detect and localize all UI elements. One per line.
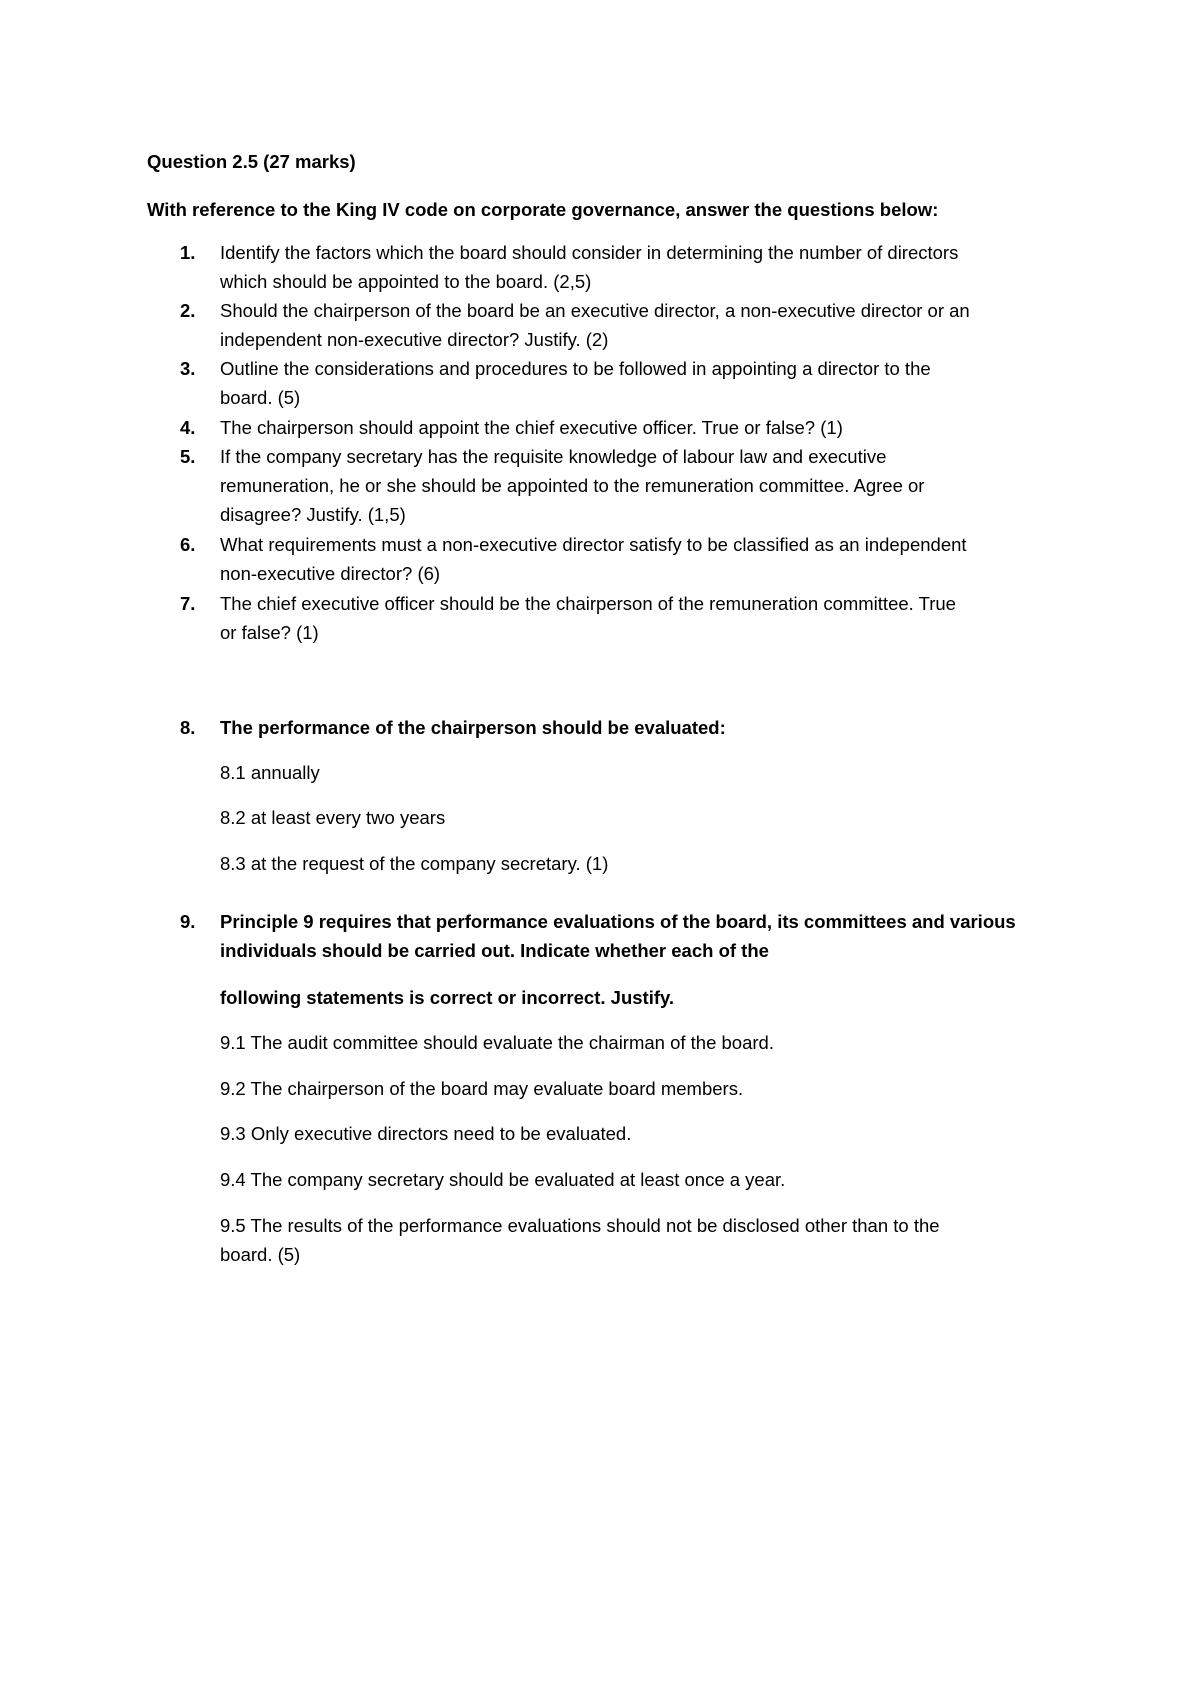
question-3-line-1: Outline the considerations and procedures to be followed in appointing a director to the bbox=[220, 358, 931, 379]
question-8-title: The performance of the chairperson should be evaluated: bbox=[220, 717, 726, 738]
question-5-line-3: disagree? Justify. (1,5) bbox=[220, 504, 406, 525]
question-9-statement-4: 9.4 The company secretary should be evaluated at least once a year. bbox=[220, 1169, 786, 1190]
question-2-line-1: Should the chairperson of the board be an executive director, a non-executive director or an bbox=[220, 300, 970, 321]
question-9-statement-2: 9.2 The chairperson of the board may evaluate board members. bbox=[220, 1078, 744, 1099]
question-7-number: 7. bbox=[180, 593, 196, 614]
question-1-line-1: Identify the factors which the board should consider in determining the number of directors bbox=[220, 242, 959, 263]
question-9-statement-5: 9.5 The results of the performance evaluations should not be disclosed other than to the bbox=[220, 1215, 940, 1236]
question-9-number: 9. bbox=[180, 911, 196, 932]
question-5-number: 5. bbox=[180, 446, 196, 467]
question-7-line-2: or false? (1) bbox=[220, 622, 319, 643]
question-1-line-2: which should be appointed to the board. (2,5) bbox=[220, 271, 592, 292]
question-1-number: 1. bbox=[180, 242, 196, 263]
question-8-option-3: 8.3 at the request of the company secretary. (1) bbox=[220, 853, 609, 874]
question-4-line-1: The chairperson should appoint the chief executive officer. True or false? (1) bbox=[220, 417, 843, 438]
question-8-number: 8. bbox=[180, 717, 196, 738]
question-intro: With reference to the King IV code on corporate governance, answer the questions below: bbox=[147, 199, 939, 220]
question-3-line-2: board. (5) bbox=[220, 387, 301, 408]
question-2-line-2: independent non-executive director? Justify. (2) bbox=[220, 329, 609, 350]
question-9-statement-5-continuation: board. (5) bbox=[220, 1244, 301, 1265]
question-6-line-2: non-executive director? (6) bbox=[220, 563, 441, 584]
question-6-line-1: What requirements must a non-executive director satisfy to be classified as an independent bbox=[220, 534, 967, 555]
question-8-option-2: 8.2 at least every two years bbox=[220, 807, 446, 828]
question-8-option-1: 8.1 annually bbox=[220, 762, 320, 783]
question-3-number: 3. bbox=[180, 358, 196, 379]
question-2-number: 2. bbox=[180, 300, 196, 321]
question-heading: Question 2.5 (27 marks) bbox=[147, 151, 356, 172]
question-7-line-1: The chief executive officer should be the chairperson of the remuneration committee. True bbox=[220, 593, 956, 614]
question-9-subtitle: following statements is correct or incorrect. Justify. bbox=[220, 987, 675, 1008]
question-6-number: 6. bbox=[180, 534, 196, 555]
question-9-statement-1: 9.1 The audit committee should evaluate the chairman of the board. bbox=[220, 1032, 774, 1053]
question-9-title-line-1: Principle 9 requires that performance evaluations of the board, its committees and various bbox=[220, 911, 1016, 932]
question-5-line-1: If the company secretary has the requisite knowledge of labour law and executive bbox=[220, 446, 887, 467]
question-9-statement-3: 9.3 Only executive directors need to be evaluated. bbox=[220, 1123, 632, 1144]
question-5-line-2: remuneration, he or she should be appointed to the remuneration committee. Agree or bbox=[220, 475, 925, 496]
question-4-number: 4. bbox=[180, 417, 196, 438]
question-9-title-line-2: individuals should be carried out. Indicate whether each of the bbox=[220, 940, 769, 961]
